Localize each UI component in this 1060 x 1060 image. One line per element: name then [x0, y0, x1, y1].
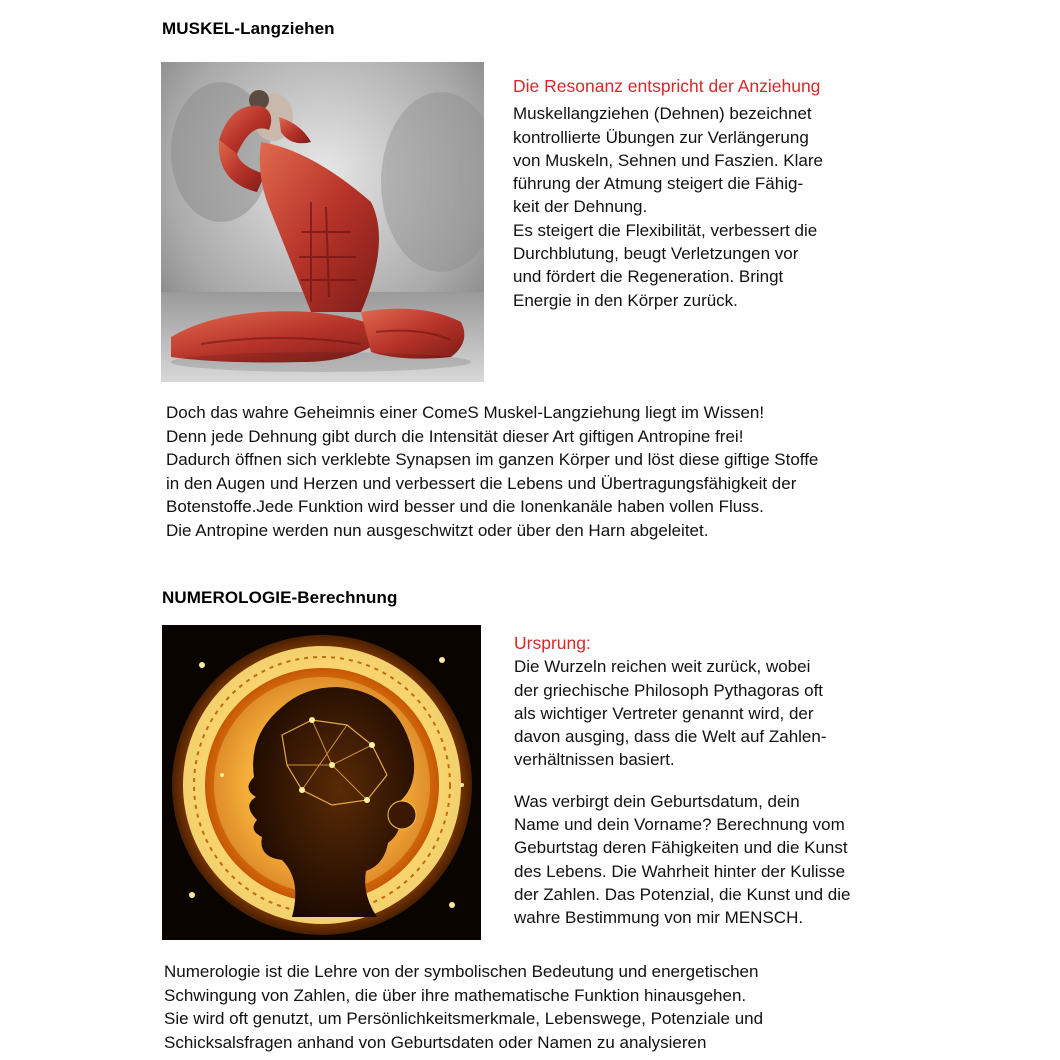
section2-paragraph-1: Die Wurzeln reichen weit zurück, wobei der griechische Philosoph Pythagoras oft als wichtiger Vertreter genannt wird, der davon ausging, dass die Welt auf Zahlen- verhältnissen basiert. [514, 657, 827, 770]
muscle-figure-illustration [161, 62, 484, 382]
section1-body-line: Dadurch öffnen sich verklebte Synapsen im ganzen Körper und löst diese giftige Stoffe [166, 450, 819, 470]
section1-title: MUSKEL-Langziehen [162, 19, 335, 38]
glowing-head-illustration [162, 625, 481, 940]
section2-title: NUMEROLOGIE-Berechnung [162, 588, 398, 607]
section1-body-line: Doch das wahre Geheimnis einer ComeS Muskel-Langziehung liegt im Wissen! [166, 403, 765, 422]
section2-body-line: Numerologie ist die Lehre von der symbolischen Bedeutung und energetischen [164, 962, 759, 981]
section2-paragraph-2: Was verbirgt dein Geburtsdatum, dein Name und dein Vorname? Berechnung vom Geburtstag deren Fähigkeiten und die Kunst des Lebens. Die Wahrheit hinter der Kulisse der Zahlen. Das Potenzial, die Kunst und die wahre Bestimmung von mir MENSCH. [514, 791, 851, 928]
section1-paragraph-1: Muskellangziehen (Dehnen) bezeichnet kontrollierte Übungen zur Verlängerung von Muskeln, Sehnen und Faszien. Klare führung der Atmung steigert die Fähig- keit der Dehnung. [513, 104, 823, 217]
section2-body-line: Schicksalsfragen anhand von Geburtsdaten oder Namen zu analysieren [164, 1032, 707, 1052]
section1-body-line: in den Augen und Herzen und verbessert die Lebens und Übertragungsfähigkeit der [166, 473, 797, 493]
section1-subtitle: Die Resonanz entspricht der Anziehung [513, 76, 821, 96]
section1-body-line: Die Antropine werden nun ausgeschwitzt oder über den Harn abgeleitet. [166, 520, 709, 540]
section2-body-line: Schwingung von Zahlen, die über ihre mathematische Funktion hinausgehen. [164, 985, 747, 1005]
numerology-image [162, 625, 481, 940]
section1-body [166, 401, 818, 543]
section2-body-line: Sie wird oft genutzt, um Persönlichkeitsmerkmale, Lebenswege, Potenziale und [164, 1009, 764, 1029]
section1-paragraph-2: Es steigert die Flexibilität, verbessert die Durchblutung, beugt Verletzungen vor und fördert die Regeneration. Bringt Energie in den Körper zurück. [513, 220, 818, 310]
section1-body-line: Botenstoffe.Jede Funktion wird besser und die Ionenkanäle haben vollen Fluss. [166, 497, 764, 517]
section1-body-line: Denn jede Dehnung gibt durch die Intensität dieser Art giftigen Antropine frei! [166, 426, 744, 446]
section2-body [164, 960, 763, 1054]
section1-text-block [513, 75, 873, 312]
section2-subtitle: Ursprung: [514, 633, 591, 653]
section2-text-block [514, 632, 884, 930]
muscle-stretch-image [161, 62, 484, 382]
